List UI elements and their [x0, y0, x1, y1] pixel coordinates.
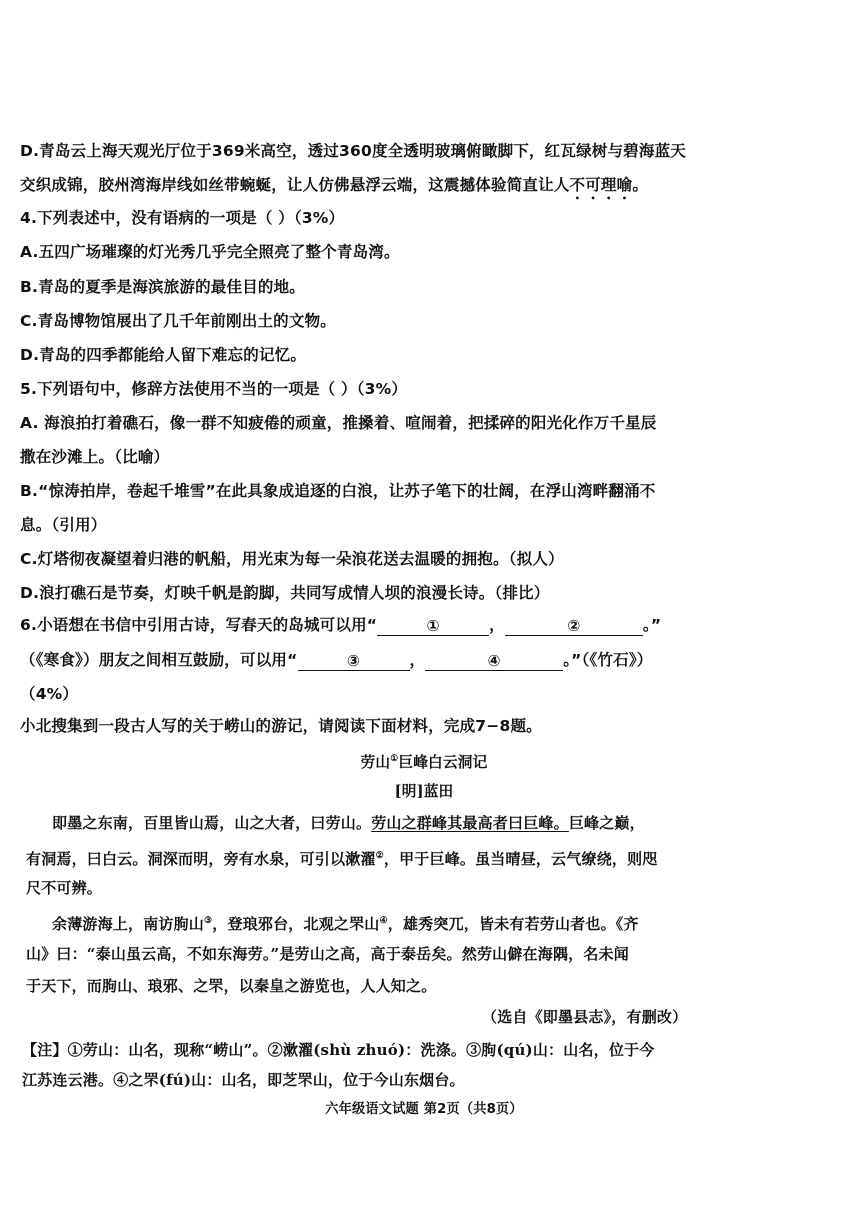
answer-blank-4[interactable]: ④: [425, 650, 563, 671]
q5-stem: 5.下列语句中，修辞方法使用不当的一项是（ ）（3%）: [20, 380, 408, 398]
underlined-sentence: 劳山之群峰其最高者曰巨峰。: [371, 814, 569, 832]
answer-blank-3[interactable]: ③: [298, 650, 410, 671]
passage-source: （选自《即墨县志》，有删改）: [482, 1008, 688, 1026]
q5-option-b-line1: B.“惊涛拍岸，卷起千堆雪”在此具象成追逐的白浪，让苏子笔下的壮阔，在浮山湾畔翻涌不: [20, 482, 656, 500]
passage-p2-line3: 于天下，而朐山、琅邪、之罘，以秦皇之游览也，人人知之。: [26, 977, 437, 995]
q4-option-d: D.青岛的四季都能给人留下难忘的记忆。: [20, 346, 307, 364]
q5-option-c: C.灯塔彻夜凝望着归港的帆船，用光束为每一朵浪花送去温暖的拥抱。（拟人）: [20, 550, 564, 568]
q4-option-a: A.五四广场璀璨的灯光秀几乎完全照亮了整个青岛湾。: [20, 243, 400, 261]
q5-option-d: D.浪打礁石是节奏，灯映千帆是韵脚，共同写成情人坝的浪漫长诗。（排比）: [20, 584, 550, 602]
q4-stem: 4.下列表述中，没有语病的一项是（ ）（3%）: [20, 209, 345, 227]
q5-option-b-line2: 息。（引用）: [20, 516, 107, 534]
q4-option-c: C.青岛博物馆展出了几千年前刚出土的文物。: [20, 312, 336, 330]
q5-option-a-line2: 撒在沙滩上。（比喻）: [20, 448, 170, 466]
q6-line1: 6.小语想在书信中引用古诗，写春天的岛城可以用“ ① ， ② 。”: [20, 616, 662, 635]
passage-title: 劳山①巨峰白云洞记: [360, 753, 488, 771]
answer-blank-2[interactable]: ②: [505, 615, 643, 636]
passage-p1-line2: 有洞焉，曰白云。洞深而明，旁有水泉，可引以漱濯②，甲于巨峰。虽当晴昼，云气缭绕，则咫: [26, 850, 658, 868]
reading-intro: 小北搜集到一段古人写的关于崂山的游记，请阅读下面材料，完成7−8题。: [20, 717, 542, 735]
passage-p2-line1: 余薄游海上，南访朐山③，登琅邪台，北观之罘山④，雄秀突兀，皆未有若劳山者也。《齐: [52, 915, 639, 933]
passage-p1-line3: 尺不可辨。: [26, 879, 103, 897]
notes-line2: 江苏连云港。④之罘(fú)山：山名，即芝罘山，位于今山东烟台。: [22, 1071, 465, 1089]
answer-blank-1[interactable]: ①: [377, 615, 489, 636]
q3-option-d-line2: 交织成锦，胶州湾海岸线如丝带蜿蜒，让人仿佛悬浮云端，这震撼体验简直让人不可理喻。: [20, 176, 649, 194]
page-footer: 六年级语文试题 第2页（共8页）: [325, 1101, 523, 1117]
q6-line2: （《寒食》）朋友之间相互鼓励，可以用“ ③ ， ④ 。”（《竹石》）: [20, 651, 653, 670]
emphasized-phrase: 不可理喻: [569, 176, 633, 194]
passage-author: [明]蓝田: [394, 782, 454, 800]
q3-option-d-line1: D.青岛云上海天观光厅位于369米高空，透过360度全透明玻璃俯瞰脚下，红瓦绿树与碧海蓝天: [20, 142, 686, 160]
q5-option-a-line1: A. 海浪拍打着礁石，像一群不知疲倦的顽童，推搡着、喧闹着，把揉碎的阳光化作万千星辰: [20, 414, 657, 432]
q6-score: （4%）: [20, 685, 79, 703]
q4-option-b: B.青岛的夏季是海滨旅游的最佳目的地。: [20, 278, 306, 296]
passage-p1-line1: 即墨之东南，百里皆山焉，山之大者，曰劳山。劳山之群峰其最高者曰巨峰。巨峰之巅，: [52, 814, 645, 832]
notes-line1: 【注】①劳山：山名，现称“崂山”。②漱濯(shù zhuó)：洗涤。③朐(qú)山：山名，位于今: [22, 1041, 655, 1059]
passage-p2-line2: 山》曰：“泰山虽云高，不如东海劳。”是劳山之高，高于泰岳矣。然劳山僻在海隅，名未闻: [26, 945, 629, 963]
